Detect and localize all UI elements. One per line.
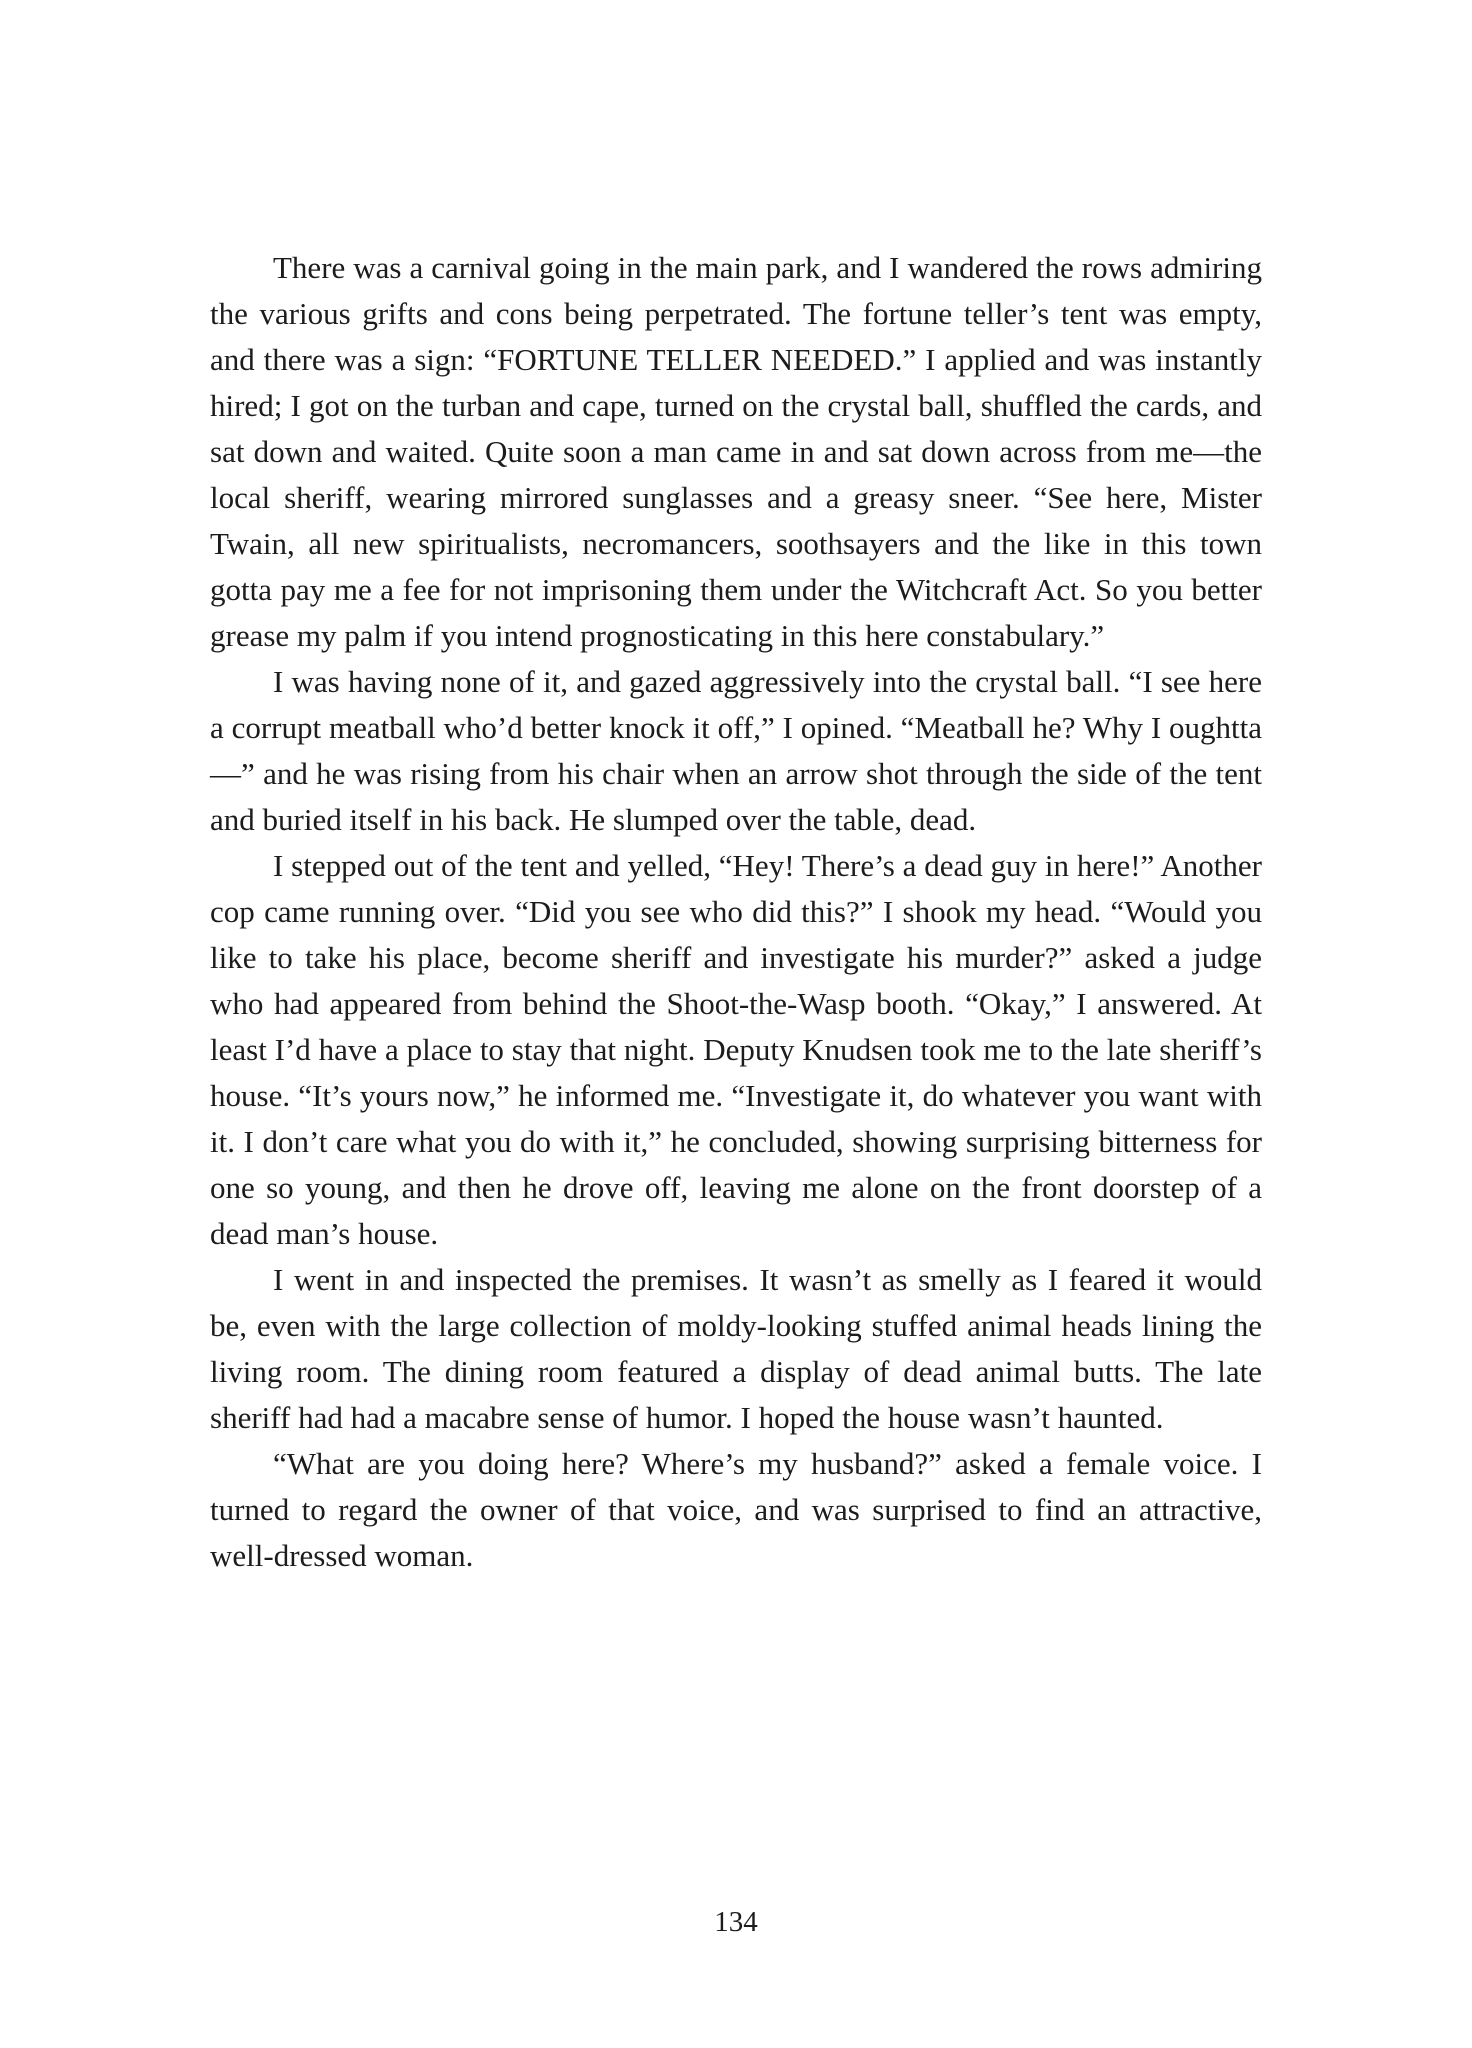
body-text [210,245,1262,1579]
paragraph-premises: I went in and inspected the premises. It wasn’t as smelly as I feared it would be, even with the large collection of moldy-looking stuffed animal heads lining the living room. The dining room featured a display of dead animal butts. The late sheriff had had a macabre sense of humor. I hoped the house wasn’t haunted. [210,1262,1262,1435]
paragraph-carnival: There was a carnival going in the main park, and I wandered the rows admiring the various grifts and cons being perpetrated. The fortune teller’s tent was empty, and there was a sign: “FORTUNE TELLER NEEDED.” I applied and was instantly hired; I got on the turban and cape, turned on the crystal ball, shuffled the cards, and sat down and waited. Quite soon a man came in and sat down across from me—the local sheriff, wearing mirrored sunglasses and a greasy sneer. “See here, Mister Twain, all new spiritualists, necromancers, soothsayers and the like in this town gotta pay me a fee for not imprisoning them under the Witchcraft Act. So you better grease my palm if you intend prognosticating in this here constabulary.” [210,250,1262,653]
paragraph-crystal-ball: I was having none of it, and gazed aggressively into the crystal ball. “I see here a corrupt meatball who’d better knock it off,” I opined. “Meatball he? Why I oughtta—” and he was rising from his chair when an arrow shot through the side of the tent and buried itself in his back. He slumped over the table, dead. [210,664,1262,837]
page-number: 134 [714,1906,758,1938]
paragraph-dead-guy: I stepped out of the tent and yelled, “Hey! There’s a dead guy in here!” Another cop came running over. “Did you see who did this?” I shook my head. “Would you like to take his place, become sheriff and investigate his murder?” asked a judge who had appeared from behind the Shoot-the-Wasp booth. “Okay,” I answered. At least I’d have a place to stay that night. Deputy Knudsen took me to the late sheriff’s house. “It’s yours now,” he informed me. “Investigate it, do whatever you want with it. I don’t care what you do with it,” he concluded, showing surprising bitterness for one so young, and then he drove off, leaving me alone on the front doorstep of a dead man’s house. [210,848,1262,1251]
paragraph-female-voice: “What are you doing here? Where’s my husband?” asked a female voice. I turned to regard the owner of that voice, and was surprised to find an attractive, well-dressed woman. [210,1446,1262,1573]
